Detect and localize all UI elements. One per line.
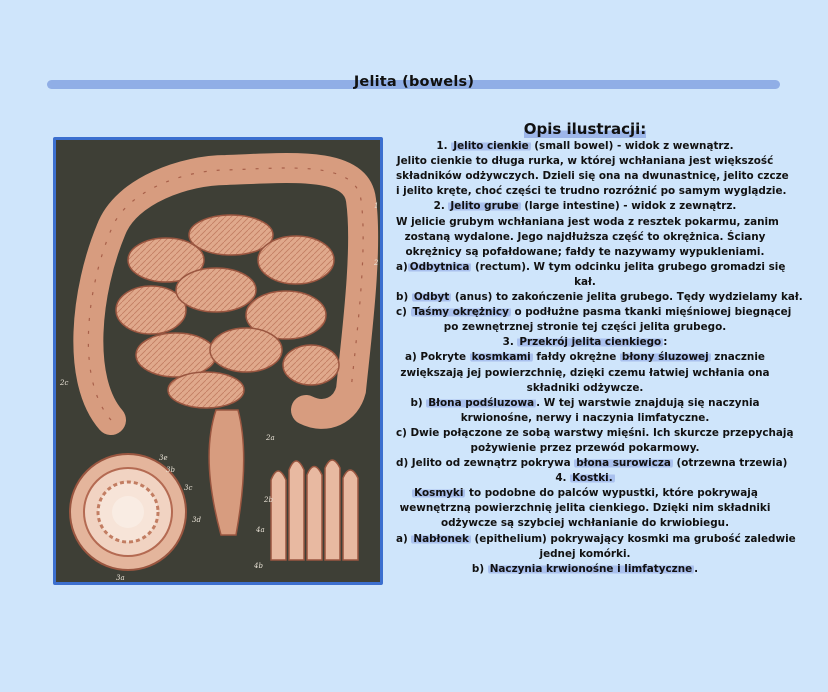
- description-line: [396, 320, 774, 335]
- description-text: znacznie: [710, 351, 765, 364]
- description-line: [396, 215, 779, 230]
- description-text: (otrzewna trzewia): [672, 457, 788, 470]
- description-text: po zewnętrznej stronie tej części jelita grubego.: [443, 321, 727, 334]
- label-2: 2: [374, 259, 379, 267]
- description-text: odżywcze są szybciej wchłanianie do krwiobiegu.: [440, 517, 730, 530]
- description-line: [396, 335, 774, 350]
- description-text: a): [396, 532, 412, 545]
- description-text: d) Jelito od zewnątrz pokrywa: [396, 457, 575, 470]
- description-text: W jelicie grubym wchłaniana jest woda z resztek pokarmu, zanim: [396, 215, 779, 228]
- description-line: [396, 169, 789, 184]
- description-text: fałdy okrężne: [532, 351, 620, 364]
- description-line: [396, 381, 774, 396]
- description-line: [396, 411, 774, 426]
- description-line: [396, 305, 792, 320]
- description-text: i jelito kręte, choć części te trudno rozróżnić po samym wyglądzie.: [396, 185, 787, 198]
- description-line: [396, 199, 774, 214]
- highlighted-term: Naczynia krwionośne i limfatyczne: [489, 562, 693, 575]
- highlighted-term: Jelito cienkie: [453, 140, 529, 153]
- description-line: [396, 245, 774, 260]
- label-4b: 4b: [254, 562, 263, 570]
- description-text: okrężnicy są pofałdowane; fałdy te nazywamy wypukleniami.: [405, 245, 765, 258]
- description-text: jednej komórki.: [539, 547, 631, 560]
- intestine-drawing: [56, 140, 380, 582]
- description-line: [396, 456, 788, 471]
- description-heading: Opis ilustracji:: [523, 120, 647, 138]
- description-text: .: [694, 562, 699, 575]
- highlighted-term: Nabłonek: [413, 532, 469, 545]
- description-text: to podobne do palców wypustki, które pokrywają: [465, 487, 758, 500]
- villi: [271, 460, 358, 560]
- highlighted-term: Odbyt: [413, 291, 450, 304]
- highlighted-term: błony śluzowej: [621, 351, 709, 364]
- label-4a: 4a: [256, 526, 265, 534]
- label-3d: 3d: [192, 516, 201, 524]
- label-3e: 3e: [159, 454, 168, 462]
- description-text: 1.: [436, 140, 452, 153]
- description-text: składniki odżywcze.: [526, 381, 644, 394]
- description-text: krwionośne, nerwy i naczynia limfatyczne.: [460, 411, 710, 424]
- label-2b: 2b: [264, 496, 273, 504]
- description-text: zostaną wydalone. Jego najdłuższa część to okrężnica. Ściany: [404, 230, 766, 243]
- description-text: b): [471, 562, 488, 575]
- label-2c: 2c: [60, 379, 69, 387]
- intestine-illustration: [53, 137, 383, 585]
- description-text: b): [396, 291, 412, 304]
- highlighted-term: Odbytnica: [409, 260, 470, 273]
- description-text: b): [410, 396, 427, 409]
- description-line: [396, 275, 774, 290]
- description-line: [396, 516, 774, 531]
- description-text: składników odżywczych. Dzieli się ona na dwunastnicę, jelito czcze: [396, 170, 789, 183]
- description-text: (small bowel) - widok z wewnątrz.: [530, 140, 734, 153]
- description-text: pożywienie przez przewód pokarmowy.: [470, 441, 700, 454]
- description-line: [396, 139, 774, 154]
- description-line: [396, 184, 787, 199]
- description-text: kał.: [574, 275, 596, 288]
- description-text: zwiększają jej powierzchnię, dzięki czemu łatwiej wchłania ona: [400, 366, 770, 379]
- description-column: [396, 120, 803, 577]
- highlighted-term: kosmkami: [471, 351, 531, 364]
- highlighted-term: Kosmyki: [414, 487, 464, 500]
- highlighted-term: Błona podśluzowa: [428, 396, 535, 409]
- description-line: [396, 290, 803, 305]
- highlighted-term: Taśmy okrężnicy: [412, 306, 509, 319]
- description-text: (epithelium) pokrywający kosmki ma grubość zaledwie: [470, 532, 796, 545]
- description-text: :: [663, 336, 668, 349]
- description-text: . W tej warstwie znajdują się naczynia: [536, 396, 760, 409]
- description-text: (rectum). W tym odcinku jelita grubego gromadzi się: [471, 260, 786, 273]
- label-3a: 3a: [116, 574, 125, 582]
- description-line: [396, 426, 794, 441]
- description-line: [396, 562, 774, 577]
- description-line: [396, 501, 774, 516]
- highlighted-term: błona surowicza: [576, 457, 671, 470]
- description-text: o podłużne pasma tkanki mięśniowej biegnącej: [510, 306, 792, 319]
- label-1: 1: [374, 202, 379, 210]
- description-line: [396, 441, 774, 456]
- description-line: [396, 154, 774, 169]
- highlighted-term: Jelito grube: [450, 200, 519, 213]
- description-line: [396, 260, 786, 275]
- description-line: [396, 532, 796, 547]
- highlighted-term: Przekrój jelita cienkiego: [519, 336, 662, 349]
- label-3b: 3b: [166, 466, 175, 474]
- description-line: [396, 471, 774, 486]
- description-line: [396, 486, 774, 501]
- description-line: [396, 547, 774, 562]
- description-line: [396, 366, 774, 381]
- description-text: Jelito cienkie to długa rurka, w której wchłaniana jest większość: [396, 155, 774, 168]
- description-lines: [396, 139, 803, 577]
- label-3c: 3c: [184, 484, 193, 492]
- description-line: [396, 230, 774, 245]
- description-text: c) Dwie połączone ze sobą warstwy mięśni. Ich skurcze przepychają: [396, 426, 794, 439]
- highlighted-term: Kostki.: [572, 472, 613, 485]
- description-text: a) Pokryte: [405, 351, 470, 364]
- description-text: a): [396, 260, 408, 273]
- description-text: (large intestine) - widok z zewnątrz.: [520, 200, 737, 213]
- description-text: 4.: [555, 472, 571, 485]
- description-text: (anus) to zakończenie jelita grubego. Tędy wydzielamy kał.: [451, 291, 803, 304]
- description-text: wewnętrzną powierzchnię jelita cienkiego. Dzięki nim składniki: [399, 502, 771, 515]
- description-text: c): [396, 306, 411, 319]
- description-line: [396, 350, 774, 365]
- description-line: [396, 396, 774, 411]
- description-text: 2.: [433, 200, 449, 213]
- page-title: Jelita (bowels): [353, 74, 475, 90]
- description-text: 3.: [502, 336, 518, 349]
- label-2a: 2a: [266, 434, 275, 442]
